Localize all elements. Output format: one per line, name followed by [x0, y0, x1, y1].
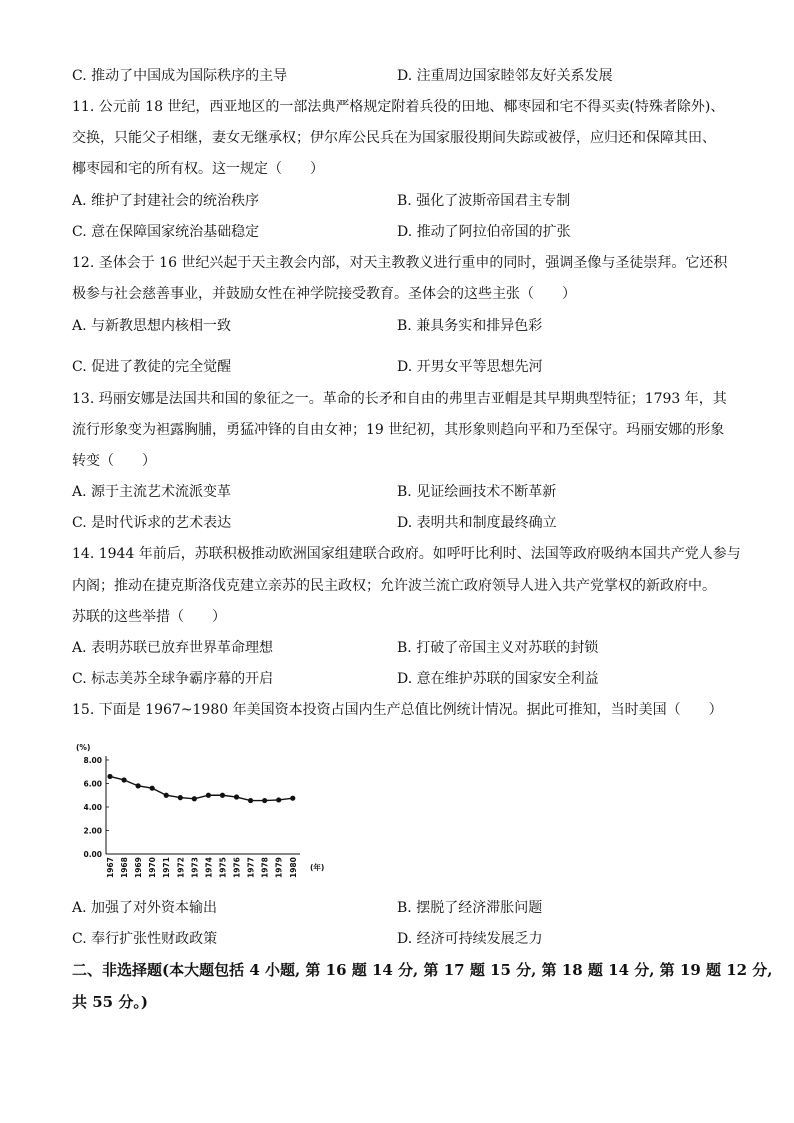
- q14-option-b: B. 打破了帝国主义对苏联的封锁: [397, 640, 599, 656]
- x-tick-label: 1973: [190, 857, 200, 878]
- x-tick-label: 1976: [232, 857, 242, 878]
- q14-stem-line-1: 14. 1944 年前后，苏联积极推动欧洲国家组建联合政府。如呼吁比利时、法国等政府吸纳本国共产党人参与: [72, 546, 741, 562]
- y-axis-unit-label: (%): [76, 743, 91, 752]
- series-polyline: [110, 776, 293, 800]
- x-axis-ticks: [106, 857, 298, 878]
- data-point: [220, 793, 225, 798]
- data-point: [164, 793, 169, 798]
- q13-option-a: A. 源于主流艺术流派变革: [72, 484, 232, 500]
- q14-option-c: C. 标志美苏全球争霸序幕的开启: [72, 671, 274, 687]
- series-line: [110, 776, 293, 800]
- chart-axes: [106, 756, 300, 854]
- q10-option-c: C. 推动了中国成为国际秩序的主导: [72, 68, 288, 84]
- x-tick-label: 1968: [120, 857, 130, 878]
- x-tick-label: 1977: [246, 857, 256, 878]
- q12-option-d: D. 开男女平等思想先河: [397, 359, 543, 375]
- data-point: [248, 798, 253, 803]
- q11-option-a: A. 维护了封建社会的统治秩序: [72, 193, 260, 209]
- q13-option-c: C. 是时代诉求的艺术表达: [72, 515, 232, 531]
- y-tick-label: 2.00: [83, 826, 102, 836]
- q14-stem-line-2: 内阁；推动在捷克斯洛伐克建立亲苏的民主政权；允许波兰流亡政府领导人进入共产党掌权的新政府中。: [72, 578, 716, 594]
- q11-option-c: C. 意在保障国家统治基础稳定: [72, 224, 260, 240]
- x-tick-label: 1970: [148, 857, 158, 878]
- q13-option-b: B. 见证绘画技术不断革新: [397, 484, 557, 500]
- q12-option-a: A. 与新教思想内核相一致: [72, 318, 232, 334]
- q11-stem-line-1: 11. 公元前 18 世纪，西亚地区的一部法典严格规定附着兵役的田地、椰枣园和宅不得买卖(特殊者除外)、: [72, 99, 725, 115]
- series-points: [107, 774, 295, 803]
- q14-stem-line-3: 苏联的这些举措（ ）: [72, 609, 226, 625]
- q13-stem-line-2: 流行形象变为袒露胸脯，勇猛冲锋的自由女神；19 世纪初，其形象则趋向平和乃至保守。玛丽安娜的形象: [72, 422, 725, 438]
- investment-line-chart: [72, 738, 342, 888]
- x-tick-label: 1972: [176, 857, 186, 878]
- data-point: [121, 777, 126, 782]
- q13-option-d: D. 表明共和制度最终确立: [397, 515, 557, 531]
- q15-option-c: C. 奉行扩张性财政政策: [72, 931, 218, 947]
- q14-option-a: A. 表明苏联已放弃世界革命理想: [72, 640, 274, 656]
- q15-option-a: A. 加强了对外资本输出: [72, 900, 218, 916]
- q14-option-d: D. 意在维护苏联的国家安全利益: [397, 671, 599, 687]
- q15-option-b: B. 摆脱了经济滞胀问题: [397, 900, 543, 916]
- x-tick-label: 1975: [218, 857, 228, 878]
- q15-option-d: D. 经济可持续发展乏力: [397, 931, 543, 947]
- x-tick-label: 1967: [106, 857, 115, 878]
- x-axis-unit-label: (年): [310, 863, 325, 872]
- data-point: [107, 774, 112, 779]
- y-tick-label: 6.00: [83, 779, 102, 789]
- data-point: [150, 786, 155, 791]
- q13-stem-line-3: 转变（ ）: [72, 453, 156, 469]
- x-tick-label: 1969: [134, 857, 144, 878]
- y-tick-label: 0.00: [83, 850, 102, 859]
- data-point: [262, 798, 267, 803]
- x-tick-label: 1978: [260, 857, 270, 878]
- data-point: [276, 797, 281, 802]
- q11-stem-line-2: 交换，只能父子相继，妻女无继承权；伊尔库公民兵在为国家服役期间失踪或被俘，应归还和保障其田、: [72, 130, 716, 146]
- q12-option-c: C. 促进了教徒的完全觉醒: [72, 359, 232, 375]
- data-point: [234, 794, 239, 799]
- x-tick-label: 1971: [162, 857, 172, 878]
- data-point: [136, 783, 141, 788]
- q12-stem-line-1: 12. 圣体会于 16 世纪兴起于天主教会内部，对天主教教义进行重申的同时，强调圣像与圣徒崇拜。它还积: [72, 255, 728, 271]
- x-tick-label: 1974: [204, 857, 214, 878]
- y-tick-label: 8.00: [83, 756, 102, 765]
- data-point: [290, 796, 295, 801]
- x-tick-label: 1980: [288, 857, 298, 878]
- q11-option-d: D. 推动了阿拉伯帝国的扩张: [397, 224, 571, 240]
- q11-option-b: B. 强化了波斯帝国君主专制: [397, 193, 571, 209]
- q12-option-b: B. 兼具务实和排异色彩: [397, 318, 543, 334]
- q12-stem-line-2: 极参与社会慈善事业，并鼓励女性在神学院接受教育。圣体会的这些主张（ ）: [72, 286, 576, 302]
- q11-stem-line-3: 椰枣园和宅的所有权。这一规定（ ）: [72, 161, 324, 177]
- q10-option-d: D. 注重周边国家睦邻友好关系发展: [397, 68, 613, 84]
- data-point: [178, 795, 183, 800]
- section-2-heading-line-2: 共 55 分。): [72, 993, 148, 1011]
- q15-stem-line-1: 15. 下面是 1967~1980 年美国资本投资占国内生产总值比例统计情况。据此可推知，当时美国（ ）: [72, 702, 723, 718]
- data-point: [206, 793, 211, 798]
- section-2-heading-line-1: 二、非选择题(本大题包括 4 小题, 第 16 题 14 分, 第 17 题 15 分, 第 18 题 14 分, 第 19 题 12 分,: [72, 961, 773, 979]
- y-axis-ticks: [83, 756, 109, 859]
- y-tick-label: 4.00: [83, 803, 102, 812]
- data-point: [192, 796, 197, 801]
- x-tick-label: 1979: [274, 857, 284, 878]
- q13-stem-line-1: 13. 玛丽安娜是法国共和国的象征之一。革命的长矛和自由的弗里吉亚帽是其早期典型特征；1793 年，其: [72, 391, 727, 407]
